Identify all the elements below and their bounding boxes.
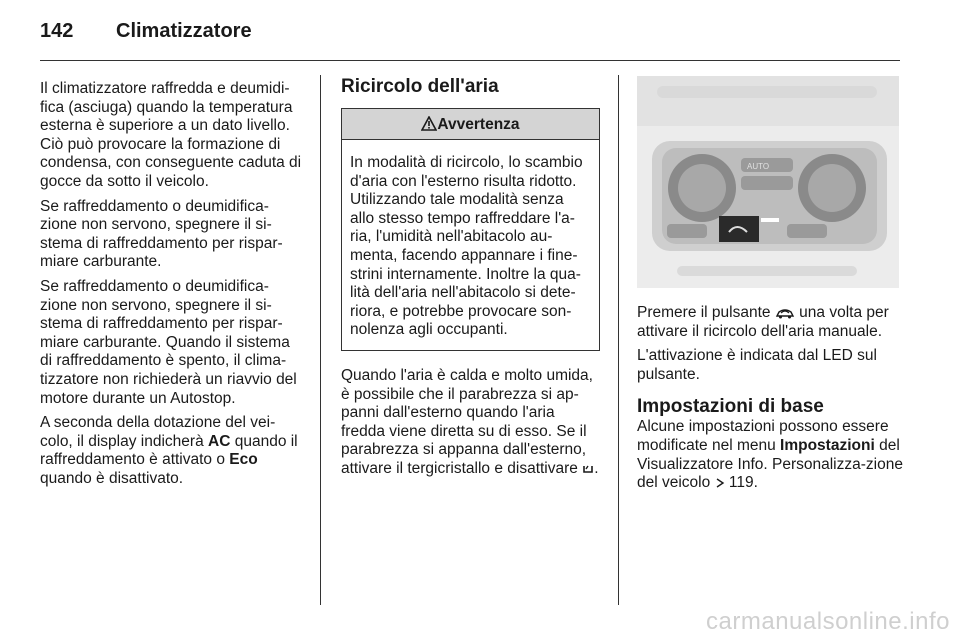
paragraph-display [40, 414, 304, 488]
text-span: quando il raffreddamento è attivato o [40, 432, 298, 469]
ac-label: AC [208, 432, 231, 450]
climate-panel-photo [637, 76, 899, 288]
settings-menu-label: Impostazioni [780, 436, 875, 454]
eco-label: Eco [229, 451, 258, 469]
header-rule [40, 60, 900, 61]
page-reference-number[interactable]: 119. [724, 474, 758, 492]
warning-box [341, 108, 600, 351]
column-divider-left [320, 75, 321, 605]
page-reference-icon[interactable] [715, 477, 725, 489]
section-heading-basic-settings: Impostazioni di base [637, 396, 824, 418]
warning-header [342, 109, 599, 140]
warning-title: Avvertenza [437, 116, 520, 133]
paragraph-autostop: Se raffreddamento o deumidifica-zione non servono, spegnere il si-stema di raffreddamento per rispar-miare carburante. Quando il sistema di raffreddamento è spento, il clima-tizzatore non richiederà un riavvio del motore durante un Autostop. [40, 277, 297, 407]
wiper-icon [582, 463, 594, 475]
recirculation-car-icon [775, 307, 795, 319]
column-1 [40, 80, 304, 494]
auto-button-label: AUTO [747, 162, 770, 171]
warning-triangle-icon [421, 116, 437, 131]
column-2 [341, 76, 601, 479]
page-title: Climatizzatore [116, 20, 252, 42]
warning-text: In modalità di ricircolo, lo scambio d'aria con l'esterno risulta ridotto. Utilizzando tale modalità senza allo stesso tempo raffreddare l'a-ria, l'umidità nell'abitacolo au-menta, facendo appannare i fine-strini internamente. Inoltre la qua-lità dell'aria nell'abitacolo si dete-riora, e potrebbe provocare son-nolenza agli occupanti. [350, 154, 583, 339]
climate-panel-illustration [637, 76, 899, 288]
text-span: Quando l'aria è calda e molto umida, è possibile che il parabrezza si ap-panni dall'esterno quando l'aria fredda viene diretta su di esso. Se il parabrezza si appanna dall'esterno, attivare il tergicristallo e disattivare [341, 366, 593, 477]
paragraph-condensation: Il climatizzatore raffredda e deumidi-fica (asciuga) quando la temperatura esterna è superiore a un dato livello. Ciò può provocare la formazione di condensa, con conseguente caduta di gocce da sotto il veicolo. [40, 80, 302, 190]
paragraph-led: L'attivazione è indicata dal LED sul pulsante. [637, 347, 877, 383]
section-heading-recirculation: Ricircolo dell'aria [341, 76, 499, 97]
paragraph-cooling-off: Se raffreddamento o deumidifica-zione non servono, spegnere il si-stema di raffreddamento per rispar-miare carburante. [40, 197, 283, 271]
text-span: Alcune impostazioni possono essere modificate nel menu [637, 418, 889, 454]
text-span: quando è disattivato. [40, 469, 184, 487]
text-span: del Visualizzatore Info. Personalizza-zione del veicolo [637, 436, 903, 492]
watermark: carmanualsonline.info [706, 608, 950, 635]
page-header [40, 20, 252, 46]
page-number: 142 [40, 20, 74, 42]
paragraph-settings [637, 418, 903, 492]
text-span: Premere il pulsante [637, 304, 775, 321]
text-span: una volta per attivare il ricircolo dell'aria manuale. [637, 304, 889, 340]
paragraph-fogging: Quando l'aria è calda e molto umida, è possibile che il parabrezza si ap-panni dall'esterno quando l'aria fredda viene diretta su di esso. Se il parabrezza si appanna dall'esterno, attivare il tergicristallo e disattivare . [341, 366, 599, 477]
paragraph-press-button [637, 304, 903, 341]
column-3 [637, 76, 903, 499]
text-span: A seconda della dotazione del vei-colo, il display indicherà [40, 414, 276, 450]
column-divider-right [618, 75, 619, 605]
